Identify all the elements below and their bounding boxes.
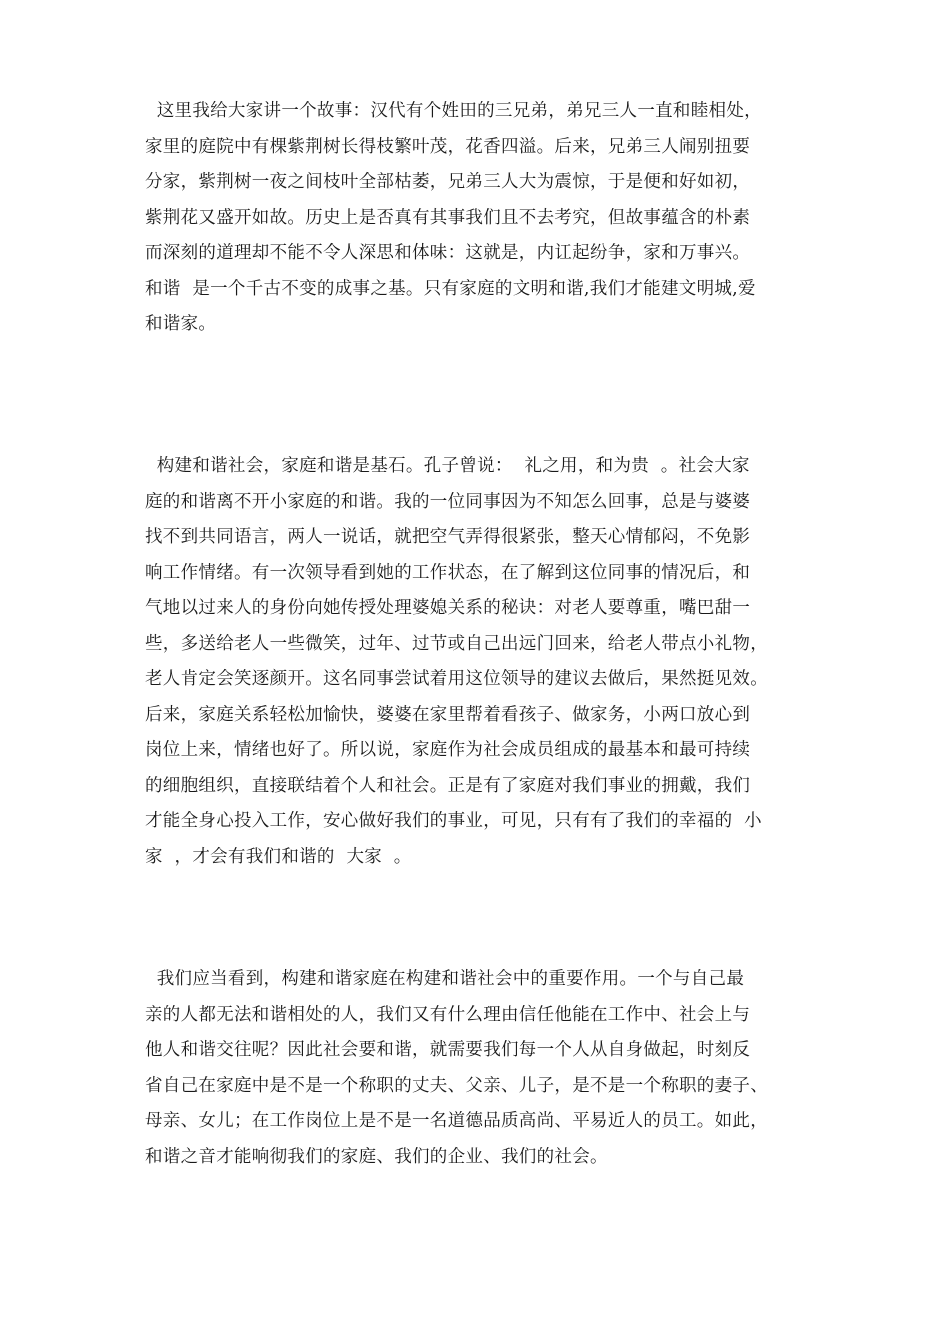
text-line: 家 ，才会有我们和谐的 大家 。 (145, 846, 412, 867)
text-line: 找不到共同语言，两人一说话，就把空气弄得很紧张，整天心情郁闷，不免影 (145, 527, 751, 547)
text-line: 气地以过来人的身份向她传授处理婆媳关系的秘诀：对老人要尊重，嘴巴甜一 (145, 598, 751, 618)
text-line: 些，多送给老人一些微笑，过年、过节或自己出远门回来，给老人带点小礼物， (145, 633, 768, 654)
text-line: 老人肯定会笑逐颜开。这名同事尝试着用这位领导的建议去做后，果然挺见效。 (145, 669, 768, 689)
paragraph-tian-brothers-story (145, 94, 815, 343)
text-line: 分家，紫荆树一夜之间枝叶全部枯萎，兄弟三人大为震惊，于是便和好如初， (145, 172, 751, 192)
text-line: 后来，家庭关系轻松加愉快，婆婆在家里帮着看孩子、做家务，小两口放心到 (145, 704, 751, 725)
text-line: 母亲、女儿；在工作岗位上是不是一名道德品质高尚、平易近人的员工。如此， (145, 1111, 768, 1131)
text-line: 这里我给大家讲一个故事：汉代有个姓田的三兄弟，弟兄三人一直和睦相处， (145, 101, 762, 121)
text-line: 而深刻的道理却不能不令人深思和体味：这就是，内讧起纷争，家和万事兴。 (145, 243, 751, 263)
text-line: 和谐之音才能响彻我们的家庭、我们的企业、我们的社会。 (145, 1146, 608, 1167)
text-line: 家里的庭院中有棵紫荆树长得枝繁叶茂，花香四溢。后来，兄弟三人闹别扭要 (145, 136, 751, 157)
text-line: 的细胞组织，直接联结着个人和社会。正是有了家庭对我们事业的拥戴，我们 (145, 775, 751, 796)
text-line: 构建和谐社会，家庭和谐是基石。孔子曾说： 礼之用，和为贵 。社会大家 (145, 456, 750, 476)
text-line: 他人和谐交往呢？因此社会要和谐，就需要我们每一个人从自身做起，时刻反 (145, 1040, 751, 1060)
text-line: 岗位上来，情绪也好了。所以说，家庭作为社会成员组成的最基本和最可持续 (145, 740, 751, 760)
text-line: 和谐 是一个千古不变的成事之基。只有家庭的文明和谐,我们才能建文明城,爱 (145, 278, 756, 299)
text-line: 省自己在家庭中是不是一个称职的丈夫、父亲、儿子，是不是一个称职的妻子、 (145, 1075, 768, 1096)
text-line: 我们应当看到，构建和谐家庭在构建和谐社会中的重要作用。一个与自己最 (145, 969, 745, 989)
paragraph-harmonious-society-role (145, 962, 815, 1175)
text-line: 紫荆花又盛开如故。历史上是否真有其事我们且不去考究，但故事蕴含的朴素 (145, 207, 751, 228)
text-line: 亲的人都无法和谐相处的人，我们又有什么理由信任他能在工作中、社会上与 (145, 1004, 751, 1025)
text-line: 庭的和谐离不开小家庭的和谐。我的一位同事因为不知怎么回事，总是与婆婆 (145, 491, 751, 512)
paragraph-family-harmony-cornerstone (145, 449, 815, 875)
text-line: 才能全身心投入工作，安心做好我们的事业，可见，只有有了我们的幸福的 小 (145, 811, 762, 831)
text-line: 响工作情绪。有一次领导看到她的工作状态，在了解到这位同事的情况后，和 (145, 562, 751, 583)
text-line: 和谐家。 (145, 314, 217, 334)
